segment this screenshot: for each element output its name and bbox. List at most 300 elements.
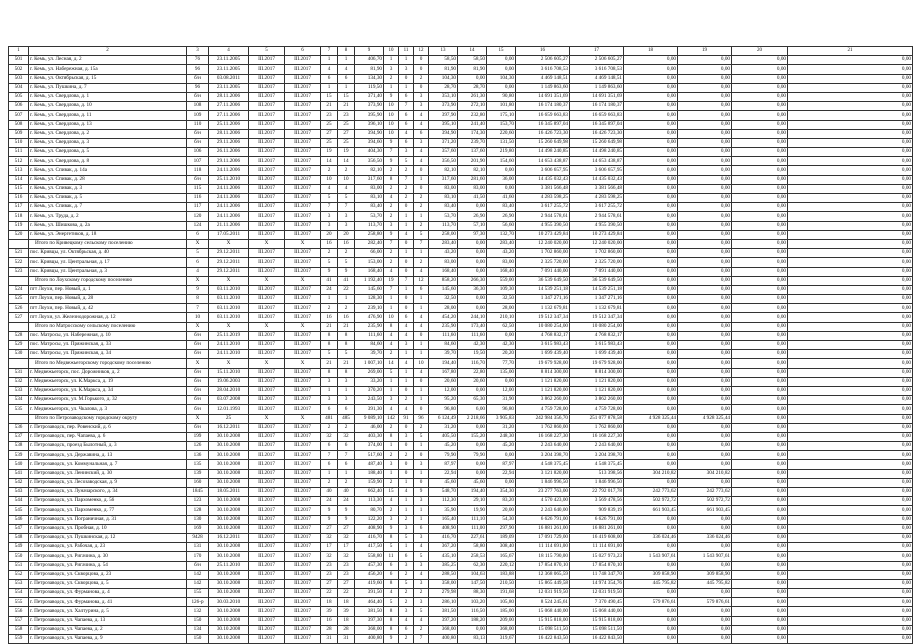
table-cell: III.2017 bbox=[249, 120, 285, 129]
table-cell: 0,00 bbox=[678, 157, 732, 166]
table-cell: 1 762 860,00 bbox=[516, 423, 570, 432]
table-cell: 0,00 bbox=[732, 65, 788, 74]
table-cell: 0,00 bbox=[678, 184, 732, 193]
table-cell: 0 bbox=[414, 405, 429, 414]
table-cell: 2 bbox=[399, 194, 414, 203]
table-cell: 87,97 bbox=[487, 460, 516, 469]
table-cell: III.2017 bbox=[285, 65, 321, 74]
table-cell: 39 bbox=[321, 607, 338, 616]
table-cell: 31,20 bbox=[429, 423, 458, 432]
table-cell: 542 bbox=[9, 478, 29, 487]
table-cell: г. Петрозаводск, ул. Пушкинская, д. 12 bbox=[29, 533, 187, 542]
table-cell: 502 bbox=[9, 65, 29, 74]
table-cell: 18 bbox=[338, 616, 355, 625]
table-cell: 0,00 bbox=[624, 524, 678, 533]
table-cell: б/н bbox=[187, 331, 209, 340]
table-cell: 15 bbox=[321, 92, 338, 101]
table-cell: 5 bbox=[414, 607, 429, 616]
table-cell: 19 bbox=[384, 276, 399, 285]
table-cell: 0,00 bbox=[788, 239, 913, 248]
table-cell: 79,90 bbox=[429, 451, 458, 460]
table-cell: 485 bbox=[338, 414, 355, 423]
table-cell: г. Петрозаводск, ул. Чапаева, д. 9 bbox=[29, 635, 187, 644]
table-cell: 9 bbox=[384, 230, 399, 239]
table-cell: III.2017 bbox=[285, 120, 321, 129]
table-cell: 0,00 bbox=[678, 83, 732, 92]
table-cell: 6 bbox=[187, 258, 209, 267]
table-cell: 0,00 bbox=[732, 111, 788, 120]
table-cell: 2 bbox=[384, 166, 399, 175]
table-cell: 2 bbox=[384, 74, 399, 83]
table-cell: 2 bbox=[399, 589, 414, 598]
table-cell: 244,10 bbox=[458, 313, 487, 322]
table-cell: 23 bbox=[338, 111, 355, 120]
table-cell: 9 bbox=[338, 506, 355, 515]
table-cell: 1 121 820,00 bbox=[570, 377, 624, 386]
table-cell: III.2017 bbox=[285, 451, 321, 460]
table-cell: 0,00 bbox=[788, 341, 913, 350]
table-cell: г. Кемь, ул. Октябрьская, д. 15 bbox=[29, 74, 187, 83]
table-cell: 39 bbox=[338, 607, 355, 616]
table-cell: 0,00 bbox=[624, 92, 678, 101]
table-cell: 661 903,45 bbox=[678, 506, 732, 515]
table-cell: 6 bbox=[321, 460, 338, 469]
table-cell: 0,00 bbox=[732, 579, 788, 588]
table-cell: III.2017 bbox=[285, 607, 321, 616]
table-cell: 3 bbox=[399, 432, 414, 441]
column-number: 2 bbox=[29, 47, 187, 56]
table-cell: 96,80 bbox=[429, 405, 458, 414]
table-row bbox=[9, 74, 913, 83]
table-cell: 8 bbox=[384, 175, 399, 184]
table-cell: 4 955 390,50 bbox=[570, 221, 624, 230]
table-cell: 0,00 bbox=[732, 230, 788, 239]
table-row bbox=[9, 396, 913, 405]
table-cell: 537 bbox=[9, 432, 29, 441]
table-cell: 16 881 261,00 bbox=[516, 524, 570, 533]
table-cell: 96,80 bbox=[487, 405, 516, 414]
table-cell: 0,00 bbox=[678, 515, 732, 524]
table-cell: 21 bbox=[321, 102, 338, 111]
table-cell: III.2017 bbox=[285, 295, 321, 304]
table-cell: 528 bbox=[9, 331, 29, 340]
table-cell: 0,00 bbox=[678, 239, 732, 248]
table-cell: 23 277 763,00 bbox=[516, 488, 570, 497]
table-cell: 19 bbox=[321, 148, 338, 157]
table-cell: 0 bbox=[414, 166, 429, 175]
table-cell: 174,30 bbox=[458, 129, 487, 138]
table-cell: 1 bbox=[399, 249, 414, 258]
table-cell: 10 bbox=[384, 102, 399, 111]
table-row bbox=[9, 350, 913, 359]
table-cell: 2 325 720,00 bbox=[570, 258, 624, 267]
table-cell: 0,00 bbox=[732, 469, 788, 478]
table-cell: III.2017 bbox=[285, 497, 321, 506]
table-cell: 0,00 bbox=[624, 625, 678, 634]
table-cell: 2 bbox=[384, 423, 399, 432]
table-cell: 0 bbox=[414, 56, 429, 65]
table-cell: 1 121 820,00 bbox=[516, 377, 570, 386]
table-cell: 0,00 bbox=[732, 157, 788, 166]
column-number: 14 bbox=[458, 47, 487, 56]
table-cell: III.2017 bbox=[285, 341, 321, 350]
table-cell: 0,00 bbox=[788, 157, 913, 166]
table-cell: 0,00 bbox=[678, 331, 732, 340]
table-row bbox=[9, 148, 913, 157]
table-cell: 0,00 bbox=[624, 166, 678, 175]
table-cell: 0 bbox=[399, 258, 414, 267]
table-cell: 3 615 983,43 bbox=[570, 341, 624, 350]
table-cell: 1 bbox=[384, 386, 399, 395]
table-cell: 126 bbox=[187, 442, 209, 451]
table-cell: III.2017 bbox=[285, 515, 321, 524]
table-cell: 559,00 bbox=[487, 276, 516, 285]
table-cell: 14 653 438,87 bbox=[570, 157, 624, 166]
table-cell: 16 bbox=[321, 616, 338, 625]
table-cell: 514 bbox=[9, 175, 29, 184]
table-cell: 1 bbox=[338, 386, 355, 395]
table-cell: 165,67 bbox=[487, 552, 516, 561]
table-cell: 2 bbox=[384, 212, 399, 221]
table-cell: 513 bbox=[9, 166, 29, 175]
table-cell: 2 bbox=[321, 423, 338, 432]
table-cell: 81,90 bbox=[429, 65, 458, 74]
table-cell: 0,00 bbox=[624, 212, 678, 221]
table-cell: 28,00 bbox=[429, 304, 458, 313]
table-cell: III.2017 bbox=[285, 74, 321, 83]
table-cell: 0,00 bbox=[678, 221, 732, 230]
table-cell: 0,00 bbox=[788, 359, 913, 368]
table-cell: 0,00 bbox=[678, 65, 732, 74]
table-cell: 113,30 bbox=[355, 497, 384, 506]
table-cell: 248,30 bbox=[487, 432, 516, 441]
table-cell: 5 bbox=[399, 533, 414, 542]
table-cell: III.2017 bbox=[249, 506, 285, 515]
table-cell: 1 bbox=[414, 396, 429, 405]
table-row bbox=[9, 313, 913, 322]
table-cell: 17 854 870,10 bbox=[516, 561, 570, 570]
table-cell: г. Кемь, ул. Свердлова, д. 8 bbox=[29, 157, 187, 166]
column-number: 10 bbox=[384, 47, 399, 56]
table-cell: 32,50 bbox=[487, 295, 516, 304]
table-cell: 185,00 bbox=[487, 607, 516, 616]
table-cell: 1 bbox=[399, 478, 414, 487]
table-cell: 30.10.2008 bbox=[209, 478, 249, 487]
table-cell: г. Кемь, ул. Лесная, д. 2 bbox=[29, 56, 187, 65]
table-cell: III.2017 bbox=[249, 102, 285, 111]
table-cell: 26.11.2006 bbox=[209, 148, 249, 157]
table-cell: 556 bbox=[9, 607, 29, 616]
table-row bbox=[9, 460, 913, 469]
table-cell: 7 bbox=[414, 239, 429, 248]
table-cell: 0,00 bbox=[788, 377, 913, 386]
table-cell: 0,00 bbox=[788, 405, 913, 414]
table-row bbox=[9, 533, 913, 542]
table-cell: 9 bbox=[321, 515, 338, 524]
table-cell: 26,90 bbox=[458, 212, 487, 221]
table-cell: 130 bbox=[187, 515, 209, 524]
table-cell: 1 bbox=[384, 83, 399, 92]
table-cell: 0,00 bbox=[732, 304, 788, 313]
table-cell: 0,00 bbox=[624, 350, 678, 359]
column-number: 19 bbox=[678, 47, 732, 56]
table-cell: 2 bbox=[399, 396, 414, 405]
table-cell: 119,50 bbox=[355, 83, 384, 92]
table-cell: г. Кемь, ул. Энергетиков, д. 18 bbox=[29, 230, 187, 239]
table-cell: 20,60 bbox=[429, 377, 458, 386]
table-cell: 104,30 bbox=[487, 74, 516, 83]
table-cell: III.2017 bbox=[249, 148, 285, 157]
table-cell: 0,00 bbox=[732, 194, 788, 203]
table-cell: 512 bbox=[9, 157, 29, 166]
table-cell: 552 bbox=[9, 570, 29, 579]
table-cell: III.2017 bbox=[285, 589, 321, 598]
table-cell: 0,00 bbox=[732, 313, 788, 322]
table-cell: 0,00 bbox=[678, 74, 732, 83]
table-cell: 3 bbox=[399, 524, 414, 533]
table-cell: 87,97 bbox=[429, 460, 458, 469]
table-cell: 3 bbox=[414, 497, 429, 506]
table-cell: 173,40 bbox=[458, 322, 487, 331]
table-cell: 371,40 bbox=[355, 92, 384, 101]
column-number: 15 bbox=[487, 47, 516, 56]
table-cell: 2 243 640,00 bbox=[570, 442, 624, 451]
table-cell: 22,94 bbox=[429, 469, 458, 478]
table-cell: 17 091 729,00 bbox=[516, 533, 570, 542]
table-cell: 18 115 790,00 bbox=[516, 552, 570, 561]
table-cell: 5 bbox=[399, 579, 414, 588]
table-cell: 0,00 bbox=[788, 313, 913, 322]
table-cell: 4 570 423,00 bbox=[516, 497, 570, 506]
table-cell: 0,00 bbox=[788, 276, 913, 285]
table-cell: 2 bbox=[338, 423, 355, 432]
table-cell: 1 699 439,40 bbox=[516, 350, 570, 359]
table-cell: 3 bbox=[338, 221, 355, 230]
table-cell: 0,00 bbox=[624, 194, 678, 203]
table-cell: 39,70 bbox=[355, 350, 384, 359]
table-cell: 530 bbox=[9, 350, 29, 359]
table-cell: 96 bbox=[187, 65, 209, 74]
table-cell: III.2017 bbox=[249, 488, 285, 497]
table-cell: 539 bbox=[9, 451, 29, 460]
table-cell: 0,00 bbox=[732, 607, 788, 616]
table-cell: III.2017 bbox=[285, 488, 321, 497]
table-cell: 9 bbox=[384, 138, 399, 147]
table-cell: 28,70 bbox=[458, 83, 487, 92]
table-cell: 82,10 bbox=[355, 166, 384, 175]
table-cell: 116,70 bbox=[458, 359, 487, 368]
table-cell: 23 bbox=[321, 111, 338, 120]
table-cell: 15 260 649,98 bbox=[516, 138, 570, 147]
table-cell: 80,70 bbox=[355, 506, 384, 515]
table-cell: 3 606 657,95 bbox=[570, 166, 624, 175]
table-cell: г. Кемь, ул. Свердлова, д. 13 bbox=[29, 120, 187, 129]
table-row bbox=[9, 432, 913, 441]
table-cell: 0 bbox=[414, 83, 429, 92]
table-cell: 242 773,62 bbox=[624, 488, 678, 497]
table-cell: 0 bbox=[414, 478, 429, 487]
table-cell: 525 bbox=[9, 295, 29, 304]
table-cell: г. Кемь, ул. Пушкина, д. 7 bbox=[29, 83, 187, 92]
table-cell: 19 512 347,34 bbox=[516, 313, 570, 322]
table-cell: 1 bbox=[399, 377, 414, 386]
table-cell: 4 bbox=[414, 368, 429, 377]
table-cell: III.2017 bbox=[285, 350, 321, 359]
table-cell: 3 bbox=[414, 533, 429, 542]
table-cell: X bbox=[187, 239, 209, 248]
table-cell: 0,00 bbox=[458, 295, 487, 304]
table-cell: 17 854 870,10 bbox=[570, 561, 624, 570]
table-cell: III.2017 bbox=[249, 111, 285, 120]
table-cell: 1 bbox=[338, 295, 355, 304]
table-cell: 545 bbox=[9, 506, 29, 515]
table-cell: 0,00 bbox=[624, 341, 678, 350]
table-cell: III.2017 bbox=[249, 533, 285, 542]
table-cell: 111,60 bbox=[458, 331, 487, 340]
table-cell: 46,00 bbox=[355, 423, 384, 432]
table-cell: 547 bbox=[9, 524, 29, 533]
table-cell: 4 bbox=[414, 111, 429, 120]
table-cell: 16.12.2011 bbox=[209, 533, 249, 542]
table-cell: 0,00 bbox=[458, 304, 487, 313]
table-cell: 0,00 bbox=[624, 295, 678, 304]
table-cell: 505 bbox=[9, 92, 29, 101]
subtotal-row bbox=[9, 276, 913, 285]
table-cell: 0,00 bbox=[624, 396, 678, 405]
table-cell: 3 204 398,70 bbox=[516, 451, 570, 460]
table-cell: 8 bbox=[187, 295, 209, 304]
table-cell: X bbox=[285, 414, 321, 423]
table-cell: 6,00 bbox=[458, 405, 487, 414]
table-cell: 0,00 bbox=[678, 561, 732, 570]
table-cell: 0,00 bbox=[624, 111, 678, 120]
table-cell: 24.11.2006 bbox=[209, 194, 249, 203]
table-cell: 41,50 bbox=[458, 194, 487, 203]
table-cell: 5 bbox=[399, 157, 414, 166]
table-cell: 3 bbox=[321, 396, 338, 405]
table-cell: 0,00 bbox=[678, 451, 732, 460]
table-cell: III.2017 bbox=[249, 478, 285, 487]
table-cell: 81,90 bbox=[355, 65, 384, 74]
table-cell: 20,00 bbox=[487, 506, 516, 515]
table-cell: 30.03.2010 bbox=[209, 598, 249, 607]
table-cell: 304 210,82 bbox=[678, 469, 732, 478]
table-cell: 517,60 bbox=[355, 451, 384, 460]
table-cell: 10 273 429,84 bbox=[516, 230, 570, 239]
table-cell: 0,00 bbox=[788, 175, 913, 184]
table-cell: 7 091 440,00 bbox=[570, 267, 624, 276]
table-cell: 502 972,72 bbox=[624, 497, 678, 506]
table-cell: 0,00 bbox=[624, 359, 678, 368]
table-cell: 175,10 bbox=[487, 111, 516, 120]
table-cell: 0,00 bbox=[678, 377, 732, 386]
table-cell: 16 174 180,37 bbox=[570, 102, 624, 111]
table-cell: 0,00 bbox=[788, 386, 913, 395]
table-cell: г. Кемь, ул. Свердлова, д. 5 bbox=[29, 148, 187, 157]
table-cell: 1 bbox=[414, 515, 429, 524]
table-cell: 0,00 bbox=[624, 322, 678, 331]
table-cell: 0 bbox=[414, 65, 429, 74]
table-cell: 3 bbox=[338, 212, 355, 221]
table-cell: 27 bbox=[321, 524, 338, 533]
table-cell: 10 bbox=[384, 111, 399, 120]
table-cell: 3 569 478,56 bbox=[570, 497, 624, 506]
table-cell: 2 bbox=[399, 570, 414, 579]
table-cell: 0,00 bbox=[678, 386, 732, 395]
table-cell: 558 bbox=[9, 625, 29, 634]
table-cell: 12 240 020,00 bbox=[570, 239, 624, 248]
table-cell: 0,00 bbox=[678, 249, 732, 258]
table-cell: 111,10 bbox=[458, 515, 487, 524]
table-cell: 555 bbox=[9, 598, 29, 607]
table-cell: 6 bbox=[321, 74, 338, 83]
table-cell: 336 024,46 bbox=[678, 533, 732, 542]
table-cell: 15 bbox=[338, 92, 355, 101]
table-cell: 0,00 bbox=[678, 478, 732, 487]
table-cell: 2 506 605,27 bbox=[570, 56, 624, 65]
table-cell: 0,00 bbox=[624, 138, 678, 147]
table-cell: 3 bbox=[414, 138, 429, 147]
table-cell: 5 bbox=[338, 350, 355, 359]
table-cell: 0,00 bbox=[788, 56, 913, 65]
table-cell: 58,50 bbox=[458, 56, 487, 65]
table-cell: 4 bbox=[321, 184, 338, 193]
table-cell: 82,10 bbox=[429, 166, 458, 175]
table-cell: пос. Матросы, ул. Пряжинская, д. 33 bbox=[29, 341, 187, 350]
table-cell: 3 862 260,00 bbox=[570, 396, 624, 405]
table-cell: 3 862 260,00 bbox=[516, 396, 570, 405]
table-cell: 0,00 bbox=[732, 359, 788, 368]
table-cell: III.2017 bbox=[249, 368, 285, 377]
table-cell: 25 bbox=[321, 138, 338, 147]
table-cell: III.2017 bbox=[285, 221, 321, 230]
table-cell: 8 bbox=[384, 322, 399, 331]
table-cell: 0 bbox=[399, 267, 414, 276]
table-cell: 53,70 bbox=[355, 212, 384, 221]
table-cell: 0,00 bbox=[678, 148, 732, 157]
table-cell: 6 bbox=[338, 460, 355, 469]
table-cell: 8 bbox=[384, 533, 399, 542]
table-cell: 142 bbox=[187, 570, 209, 579]
table-cell: 0,00 bbox=[732, 488, 788, 497]
table-cell: 6 124,49 bbox=[429, 414, 458, 423]
table-cell: 0,00 bbox=[788, 203, 913, 212]
table-cell: 533 bbox=[9, 386, 29, 395]
table-row bbox=[9, 625, 913, 634]
table-cell: 83,13 bbox=[458, 635, 487, 644]
table-cell: X bbox=[285, 239, 321, 248]
table-cell: 25 bbox=[338, 120, 355, 129]
table-cell bbox=[9, 414, 29, 423]
table-cell: III.2017 bbox=[249, 625, 285, 634]
table-cell: 97,30 bbox=[458, 230, 487, 239]
table-cell: 0,00 bbox=[624, 589, 678, 598]
table-cell: 15 915 818,00 bbox=[570, 616, 624, 625]
table-cell: III.2017 bbox=[285, 524, 321, 533]
table-cell: 3 bbox=[384, 460, 399, 469]
table-cell: 416,70 bbox=[355, 533, 384, 542]
table-cell: 0 bbox=[399, 460, 414, 469]
column-number: 17 bbox=[570, 47, 624, 56]
table-cell: 65,30 bbox=[458, 396, 487, 405]
table-cell: г. Кемь, ул. Спивак, д. 14а bbox=[29, 166, 187, 175]
table-cell: 258,53 bbox=[458, 552, 487, 561]
table-row bbox=[9, 102, 913, 111]
table-cell: 36 539 649,50 bbox=[516, 276, 570, 285]
table-cell: 77,70 bbox=[487, 359, 516, 368]
table-cell: 0,00 bbox=[732, 322, 788, 331]
table-cell: 169 bbox=[187, 524, 209, 533]
